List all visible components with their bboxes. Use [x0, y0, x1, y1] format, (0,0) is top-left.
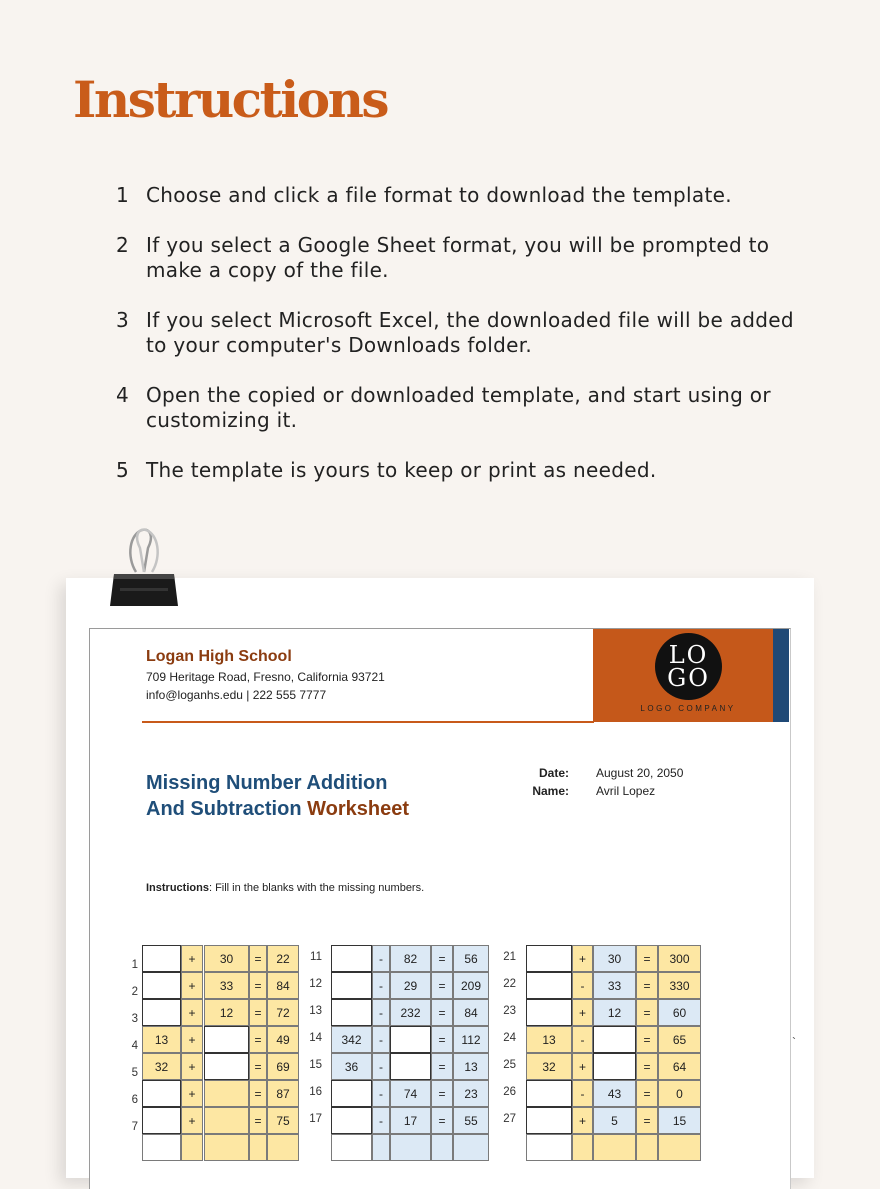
partial-row-cell — [267, 1134, 299, 1161]
answer-blank-input[interactable] — [142, 1080, 181, 1107]
problem-number: 7 — [131, 1121, 138, 1133]
operand-b-cell: 30 — [204, 945, 249, 972]
equals-cell: = — [431, 999, 453, 1026]
operator-cell: + — [572, 1107, 593, 1134]
step-text: Open the copied or downloaded template, and start using or customizing it. — [146, 383, 771, 432]
problem-number: 1 — [131, 959, 138, 971]
instructions-label: Instructions — [146, 882, 209, 894]
equals-cell: = — [249, 1107, 267, 1134]
operand-b-cell: 5 — [593, 1107, 636, 1134]
header-divider — [142, 721, 594, 723]
problem-number: 16 — [309, 1086, 322, 1098]
equals-cell: = — [636, 999, 658, 1026]
instructions-text: : Fill in the blanks with the missing numbers. — [208, 882, 425, 894]
operator-cell: - — [372, 1080, 390, 1107]
result-cell: 23 — [453, 1080, 489, 1107]
instruction-steps — [116, 183, 816, 508]
step-item — [116, 233, 816, 283]
operator-cell: - — [372, 1107, 390, 1134]
operand-a-cell: 13 — [142, 1026, 181, 1053]
operand-b-cell: 29 — [390, 972, 431, 999]
problem-number: 17 — [309, 1113, 322, 1125]
problem-number: 5 — [131, 1067, 138, 1079]
answer-blank-input[interactable] — [331, 1107, 372, 1134]
equals-cell: = — [431, 1026, 453, 1053]
name-label: Name: — [532, 784, 569, 798]
problem-number: 21 — [503, 951, 516, 963]
equals-cell: = — [636, 1107, 658, 1134]
logo-line-2: GO — [667, 663, 710, 692]
operand-b-cell: 17 — [390, 1107, 431, 1134]
partial-row-cell — [142, 1134, 181, 1161]
operand-b-cell: 33 — [593, 972, 636, 999]
partial-row-cell — [526, 1134, 572, 1161]
step-number: 4 — [116, 383, 130, 407]
operator-cell: + — [181, 1026, 203, 1053]
operand-b-cell: 232 — [390, 999, 431, 1026]
equals-cell: = — [249, 972, 267, 999]
equals-cell: = — [431, 1080, 453, 1107]
step-text: If you select Microsoft Excel, the downloaded file will be added to your computer's Downloads folder. — [146, 308, 794, 357]
school-address: 709 Heritage Road, Fresno, California 93721 — [146, 670, 385, 684]
operator-cell: + — [181, 945, 203, 972]
step-number: 5 — [116, 458, 130, 482]
problem-number: 6 — [131, 1094, 138, 1106]
operand-b-cell — [204, 1080, 249, 1107]
operator-cell: - — [372, 999, 390, 1026]
partial-row-cell — [372, 1134, 390, 1161]
logo-line-1: LO — [668, 640, 709, 669]
problem-number: 3 — [131, 1013, 138, 1025]
worksheet-title-line-1: Missing Number Addition — [146, 772, 388, 794]
operand-b-cell: 33 — [204, 972, 249, 999]
answer-blank-input[interactable] — [204, 1053, 249, 1080]
worksheet-title — [146, 770, 409, 822]
equals-cell: = — [636, 972, 658, 999]
equals-cell: = — [431, 972, 453, 999]
result-cell: 112 — [453, 1026, 489, 1053]
problem-number: 24 — [503, 1032, 516, 1044]
result-cell: 87 — [267, 1080, 299, 1107]
equals-cell: = — [636, 1026, 658, 1053]
answer-blank-input[interactable] — [331, 945, 372, 972]
stray-mark: ` — [792, 1035, 796, 1049]
result-cell: 75 — [267, 1107, 299, 1134]
problem-number: 22 — [503, 978, 516, 990]
step-number: 2 — [116, 233, 130, 257]
answer-blank-input[interactable] — [390, 1053, 431, 1080]
worksheet-instructions — [146, 882, 424, 894]
answer-blank-input[interactable] — [142, 999, 181, 1026]
result-cell: 0 — [658, 1080, 701, 1107]
operator-cell: + — [181, 972, 203, 999]
result-cell: 55 — [453, 1107, 489, 1134]
result-cell: 209 — [453, 972, 489, 999]
operator-cell: - — [372, 972, 390, 999]
result-cell: 15 — [658, 1107, 701, 1134]
step-number: 3 — [116, 308, 130, 332]
problem-number: 15 — [309, 1059, 322, 1071]
result-cell: 84 — [453, 999, 489, 1026]
problem-number: 27 — [503, 1113, 516, 1125]
answer-blank-input[interactable] — [593, 1026, 636, 1053]
partial-row-cell — [249, 1134, 267, 1161]
result-cell: 300 — [658, 945, 701, 972]
equals-cell: = — [249, 1053, 267, 1080]
result-cell: 49 — [267, 1026, 299, 1053]
partial-row-cell — [593, 1134, 636, 1161]
equals-cell: = — [431, 945, 453, 972]
partial-row-cell — [453, 1134, 489, 1161]
date-label: Date: — [538, 766, 569, 780]
result-cell: 330 — [658, 972, 701, 999]
answer-blank-input[interactable] — [331, 972, 372, 999]
school-name: Logan High School — [146, 648, 292, 665]
answer-blank-input[interactable] — [142, 1107, 181, 1134]
school-contact: info@loganhs.edu | 222 555 7777 — [146, 688, 327, 702]
problem-number: 26 — [503, 1086, 516, 1098]
operator-cell: + — [181, 1107, 203, 1134]
operator-cell: + — [181, 999, 203, 1026]
title-part-blue: And Subtraction — [146, 798, 302, 820]
step-text: Choose and click a file format to download the template. — [146, 183, 732, 207]
operator-cell: - — [572, 1080, 593, 1107]
operand-a-cell: 36 — [331, 1053, 372, 1080]
equals-cell: = — [636, 1053, 658, 1080]
step-item — [116, 383, 816, 433]
operand-a-cell: 32 — [526, 1053, 572, 1080]
partial-row-cell — [431, 1134, 453, 1161]
problem-number: 4 — [131, 1040, 138, 1052]
equals-cell: = — [249, 999, 267, 1026]
operator-cell: - — [372, 1026, 390, 1053]
partial-row-cell — [390, 1134, 431, 1161]
answer-blank-input[interactable] — [526, 945, 572, 972]
equals-cell: = — [636, 945, 658, 972]
equals-cell: = — [249, 1080, 267, 1107]
operator-cell: + — [572, 945, 593, 972]
answer-blank-input[interactable] — [526, 972, 572, 999]
operand-b-cell: 12 — [593, 999, 636, 1026]
answer-blank-input[interactable] — [390, 1026, 431, 1053]
equals-cell: = — [249, 1026, 267, 1053]
step-item — [116, 308, 816, 358]
worksheet-title-line-2 — [146, 796, 409, 822]
problem-number: 2 — [131, 986, 138, 998]
answer-blank-input[interactable] — [331, 999, 372, 1026]
operand-b-cell: 74 — [390, 1080, 431, 1107]
result-cell: 69 — [267, 1053, 299, 1080]
equals-cell: = — [431, 1053, 453, 1080]
problem-number: 11 — [310, 951, 322, 963]
result-cell: 22 — [267, 945, 299, 972]
operator-cell: + — [572, 1053, 593, 1080]
partial-row-cell — [181, 1134, 203, 1161]
operator-cell: + — [572, 999, 593, 1026]
step-number: 1 — [116, 183, 130, 207]
answer-blank-input[interactable] — [526, 999, 572, 1026]
equals-cell: = — [636, 1080, 658, 1107]
answer-blank-input[interactable] — [526, 1080, 572, 1107]
answer-blank-input[interactable] — [331, 1080, 372, 1107]
step-item — [116, 183, 816, 208]
step-text: The template is yours to keep or print as needed. — [146, 458, 657, 482]
logo-company-text: LOGO COMPANY — [640, 704, 736, 713]
step-item — [116, 458, 816, 483]
operand-a-cell: 342 — [331, 1026, 372, 1053]
result-cell: 72 — [267, 999, 299, 1026]
title-part-accent: Worksheet — [307, 798, 409, 820]
answer-blank-input[interactable] — [526, 1107, 572, 1134]
name-value: Avril Lopez — [596, 784, 656, 798]
operand-b-cell: 30 — [593, 945, 636, 972]
operator-cell: - — [372, 1053, 390, 1080]
binder-clip-icon — [108, 526, 180, 610]
answer-blank-input[interactable] — [593, 1053, 636, 1080]
operator-cell: - — [372, 945, 390, 972]
page-title: Instructions — [73, 70, 388, 129]
answer-blank-input[interactable] — [204, 1026, 249, 1053]
partial-row-cell — [331, 1134, 372, 1161]
operator-cell: - — [572, 972, 593, 999]
problem-number: 23 — [503, 1005, 516, 1017]
result-cell: 13 — [453, 1053, 489, 1080]
result-cell: 64 — [658, 1053, 701, 1080]
problem-number: 25 — [503, 1059, 516, 1071]
operand-b-cell — [204, 1107, 249, 1134]
step-text: If you select a Google Sheet format, you will be prompted to make a copy of the file. — [146, 233, 770, 282]
partial-row-cell — [572, 1134, 593, 1161]
operand-a-cell: 32 — [142, 1053, 181, 1080]
logo — [655, 633, 722, 700]
date-value: August 20, 2050 — [596, 766, 684, 780]
problem-number: 14 — [309, 1032, 322, 1044]
operand-b-cell: 12 — [204, 999, 249, 1026]
problem-number: 12 — [309, 978, 322, 990]
answer-blank-input[interactable] — [142, 972, 181, 999]
result-cell: 60 — [658, 999, 701, 1026]
answer-blank-input[interactable] — [142, 945, 181, 972]
operand-b-cell: 82 — [390, 945, 431, 972]
operand-b-cell: 43 — [593, 1080, 636, 1107]
operator-cell: + — [181, 1080, 203, 1107]
operator-cell: - — [572, 1026, 593, 1053]
partial-row-cell — [636, 1134, 658, 1161]
operand-a-cell: 13 — [526, 1026, 572, 1053]
result-cell: 84 — [267, 972, 299, 999]
result-cell: 56 — [453, 945, 489, 972]
equals-cell: = — [431, 1107, 453, 1134]
operator-cell: + — [181, 1053, 203, 1080]
partial-row-cell — [204, 1134, 249, 1161]
problem-number: 13 — [309, 1005, 322, 1017]
equals-cell: = — [249, 945, 267, 972]
partial-row-cell — [658, 1134, 701, 1161]
result-cell: 65 — [658, 1026, 701, 1053]
